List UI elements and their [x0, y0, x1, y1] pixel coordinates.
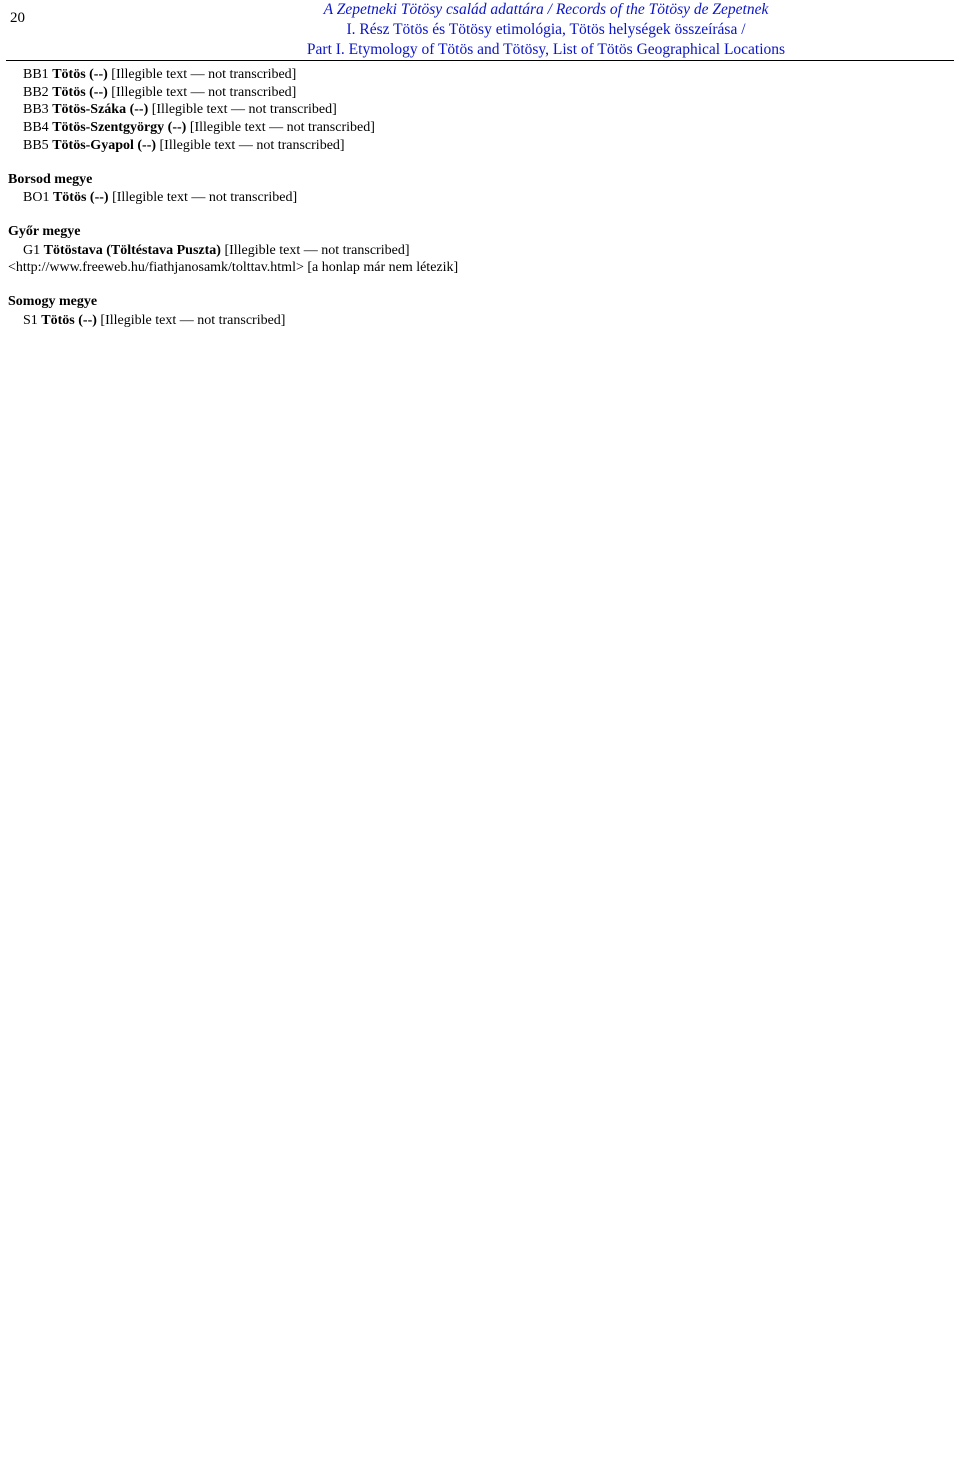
- section-bacs-bodrog: [8, 66, 950, 155]
- entry-paragraph: [8, 84, 950, 102]
- entry-name: Tötös (--): [52, 67, 108, 82]
- entry-paragraph: [8, 101, 950, 119]
- section-heading: Győr megye: [8, 223, 81, 239]
- entry-code: BO1: [23, 190, 50, 206]
- entry-code: BB5: [23, 137, 49, 153]
- entry-code: G1: [23, 242, 41, 258]
- section-gyor: [8, 223, 950, 277]
- reference-link-text: <http://www.freeweb.hu/fiathjanosamk/tolttav.html> [a honlap már nem létezik]: [8, 260, 459, 276]
- entry-code: BB1: [23, 67, 49, 82]
- header-divider: [6, 60, 954, 61]
- page-number: 20: [10, 10, 25, 26]
- entry-name: Tötöstava (Töltéstava Puszta): [43, 242, 221, 258]
- entry-code: S1: [23, 312, 38, 328]
- entry-text: [Illegible text — not transcribed]: [159, 137, 345, 153]
- running-head: [150, 0, 942, 60]
- entry-paragraph: [8, 137, 950, 155]
- entry-paragraph: [8, 66, 950, 84]
- entry-paragraph: [8, 312, 950, 330]
- entry-name: Tötös-Száka (--): [52, 102, 149, 118]
- entry-code: BB4: [23, 120, 49, 136]
- entry-name: Tötös (--): [41, 312, 97, 328]
- entry-paragraph: [8, 119, 950, 137]
- entry-name: Tötös-Szentgyörgy (--): [52, 120, 187, 136]
- section-borsod: [8, 171, 950, 207]
- entry-name: Tötös-Gyapol (--): [52, 137, 157, 153]
- entry-text: [Illegible text — not transcribed]: [151, 102, 337, 118]
- entry-name: Tötös (--): [52, 190, 109, 206]
- section-heading: Somogy megye: [8, 294, 98, 310]
- document-body: [8, 66, 950, 1463]
- running-head-line-1: A Zepetneki Tötösy család adattára / Records of the Tötösy de Zepetnek: [323, 1, 769, 18]
- entry-text: [Illegible text — not transcribed]: [112, 190, 298, 206]
- entry-text: [Illegible text — not transcribed]: [224, 242, 410, 258]
- running-head-line-2: I. Rész Tötös és Tötösy etimológia, Tötös helységek összeírása /: [346, 21, 746, 38]
- entry-code: BB2: [23, 84, 49, 100]
- entry-code: BB3: [23, 102, 49, 118]
- entry-text: [Illegible text — not transcribed]: [111, 84, 297, 100]
- entry-text: [Illegible text — not transcribed]: [111, 67, 297, 82]
- entry-name: Tötös (--): [52, 84, 108, 100]
- entry-text: [Illegible text — not transcribed]: [189, 120, 375, 136]
- running-head-line-3: Part I. Etymology of Tötös and Tötösy, List of Tötös Geographical Locations: [306, 41, 786, 58]
- entry-paragraph: [8, 242, 950, 260]
- entry-text: [Illegible text — not transcribed]: [100, 312, 286, 328]
- section-somogy: [8, 293, 950, 329]
- section-heading: Borsod megye: [8, 171, 93, 187]
- entry-paragraph: [8, 189, 950, 207]
